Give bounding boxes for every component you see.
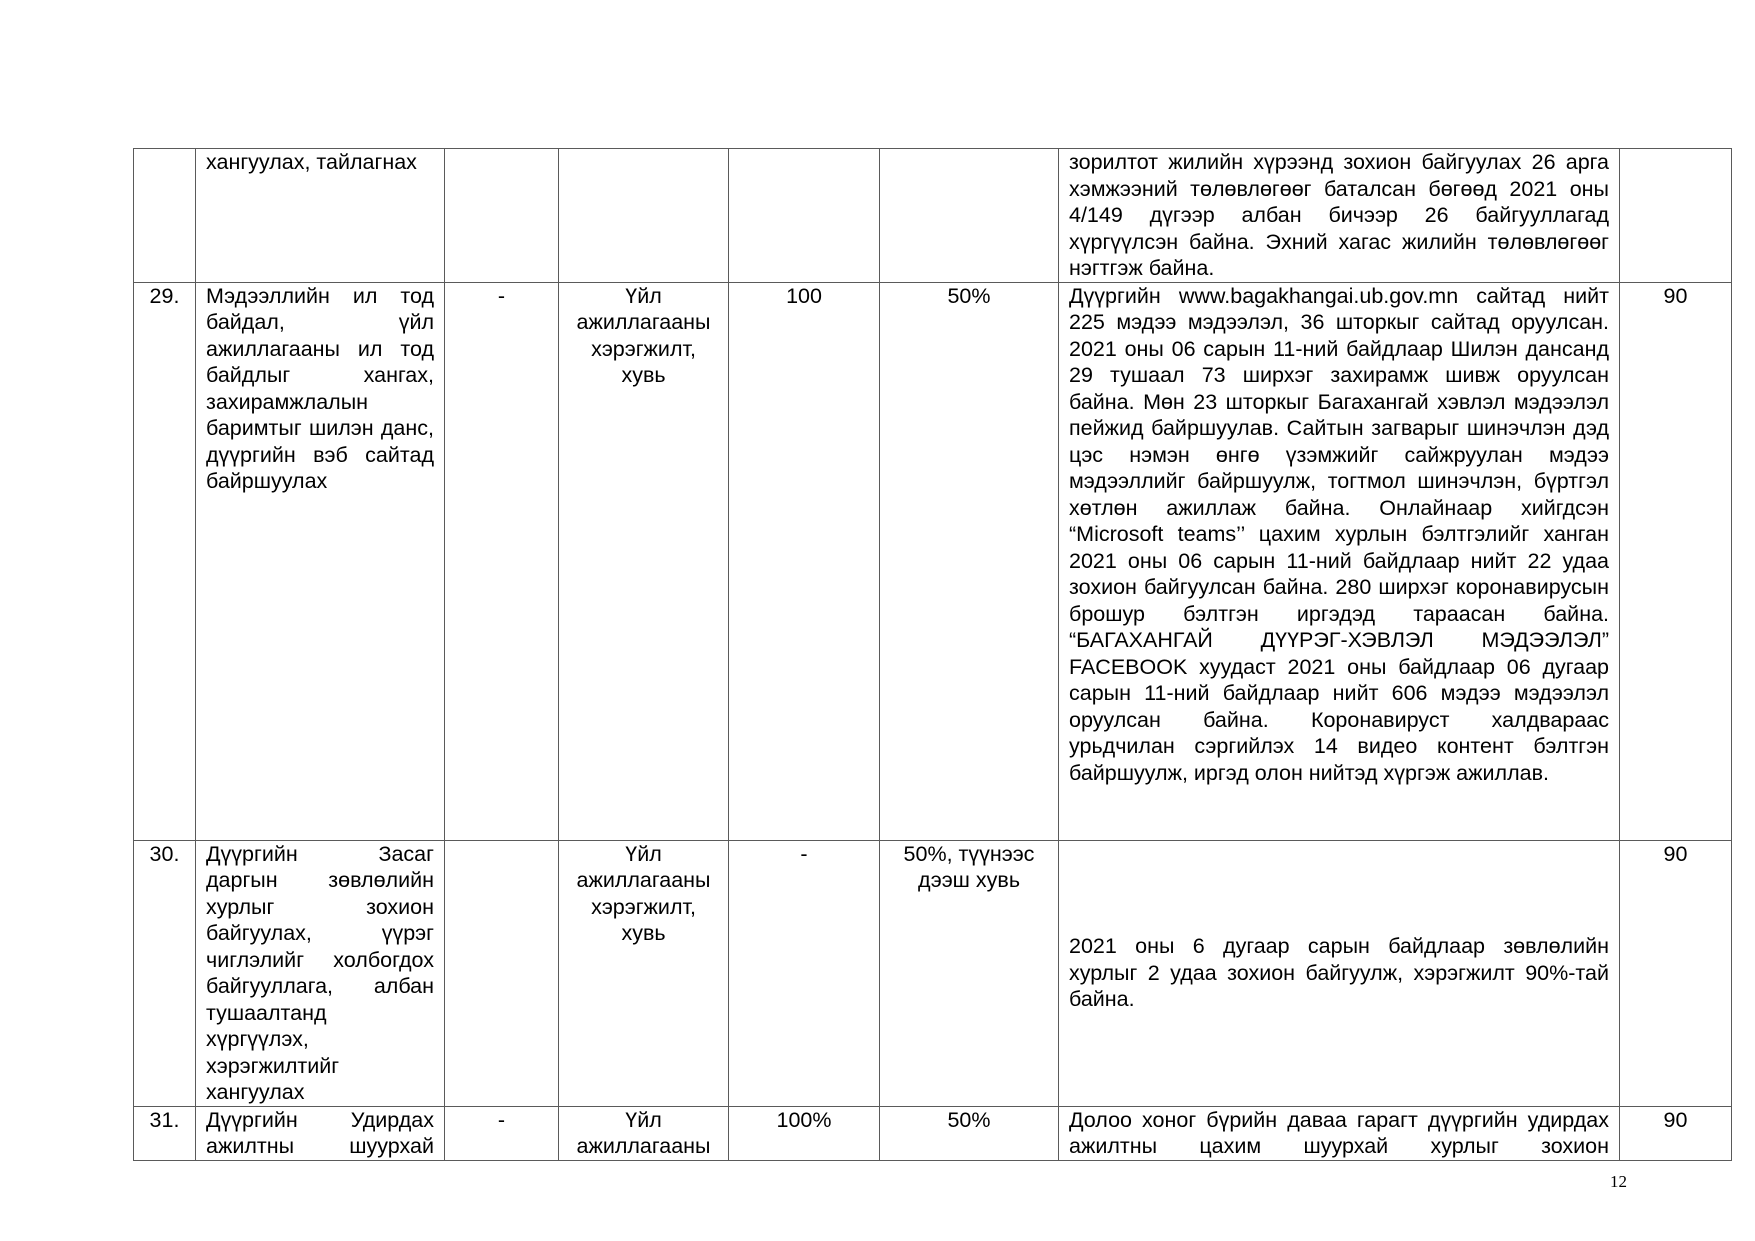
report-cell: зорилтот жилийн хүрээнд зохион байгуулах 26 арга хэмжээний төлөвлөгөөг баталсан бөгөөд 2021 оны 4/149 дүгээр албан бичээр 26 байгууллагад хүргүүлсэн байна. Эхний хагас жилийн төлөвлөгөөг нэгтгэж байна. [1059,149,1620,283]
baseline-cell: - [445,282,559,840]
row-number-cell [134,149,196,283]
task-cell: хангуулах, тайлагнах [196,149,445,283]
target-level-cell [880,149,1059,283]
row-number-cell: 31. [134,1106,196,1160]
table-row [134,282,1732,840]
baseline-cell: - [445,1106,559,1160]
report-cell: Дүүргийн www.bagakhangai.ub.gov.mn сайтад нийт 225 мэдээ мэдээлэл, 36 шторкыг сайтад оруулсан. 2021 оны 06 сарын 11-ний байдлаар Шилэн дансанд 29 тушаал 73 ширхэг захирамж шивж оруулсан байна. Мөн 23 шторкыг Багахангай хэвлэл мэдээлэл пейжид байршуулав. Сайтын загварыг шинэчлэн дэд цэс нэмэн өнгө үзэмжийг сайжруулан мэдээ мэдээллийг байршуулж, тогтмол шинэчлэн, бүртгэл хөтлөн ажиллаж байна. Онлайнаар хийгдсэн “Microsoft teams’’ цахим хурлын бэлтгэлийг ханган 2021 оны 06 сарын 11-ний байдлаар нийт 22 удаа зохион байгуулсан байна. 280 ширхэг коронавирусын брошур бэлтгэн иргэдэд тараасан байна. “БАГАХАНГАЙ ДҮҮРЭГ-ХЭВЛЭЛ МЭДЭЭЛЭЛ” FACEBOOK хуудаст 2021 оны байдлаар 06 дугаар сарын 11-ний байдлаар нийт 606 мэдээ мэдээлэл оруулсан байна. Коронавируст халдвараас урьдчилан сэргийлэх 14 видео контент бэлтгэн байршуулж, иргэд олон нийтэд хүргэж ажиллав. [1059,282,1620,840]
baseline-cell [445,840,559,1106]
score-cell: 90 [1620,282,1732,840]
score-cell [1620,149,1732,283]
target-value-cell: 100% [729,1106,880,1160]
target-value-cell: - [729,840,880,1106]
task-cell: Мэдээллийн ил тод байдал, үйл ажиллагааны ил тод байдлыг хангах, захирамжлалын баримтыг шилэн данс, дүүргийн вэб сайтад байршуулах [196,282,445,840]
row-number-cell: 30. [134,840,196,1106]
report-cell: 2021 оны 6 дугаар сарын байдлаар зөвлөлийн хурлыг 2 удаа зохион байгуулж, хэрэгжилт 90%-тай байна. [1059,840,1620,1106]
indicator-cell: Үйл ажиллагааны хэрэгжилт, хувь [559,282,729,840]
target-level-cell: 50% [880,282,1059,840]
indicator-cell [559,149,729,283]
indicator-cell: Үйл ажиллагааны [559,1106,729,1160]
table-row [134,840,1732,1106]
score-cell: 90 [1620,840,1732,1106]
table-row [134,1106,1732,1160]
score-cell: 90 [1620,1106,1732,1160]
page-number: 12 [1610,1172,1627,1191]
target-level-cell: 50%, түүнээс дээш хувь [880,840,1059,1106]
report-cell: Долоо хоног бүрийн даваа гарагт дүүргийн удирдах ажилтны цахим шуурхай хурлыг зохион [1059,1106,1620,1160]
report-table [133,148,1732,1161]
task-cell: Дүүргийн Засаг даргын зөвлөлийн хурлыг зохион байгуулах, үүрэг чиглэлийг холбогдох байгууллага, албан тушаалтанд хүргүүлэх, хэрэгжилтийг хангуулах [196,840,445,1106]
target-level-cell: 50% [880,1106,1059,1160]
indicator-cell: Үйл ажиллагааны хэрэгжилт, хувь [559,840,729,1106]
row-number-cell: 29. [134,282,196,840]
target-value-cell [729,149,880,283]
table-row [134,149,1732,283]
baseline-cell [445,149,559,283]
target-value-cell: 100 [729,282,880,840]
task-cell: Дүүргийн Удирдах ажилтны шуурхай [196,1106,445,1160]
